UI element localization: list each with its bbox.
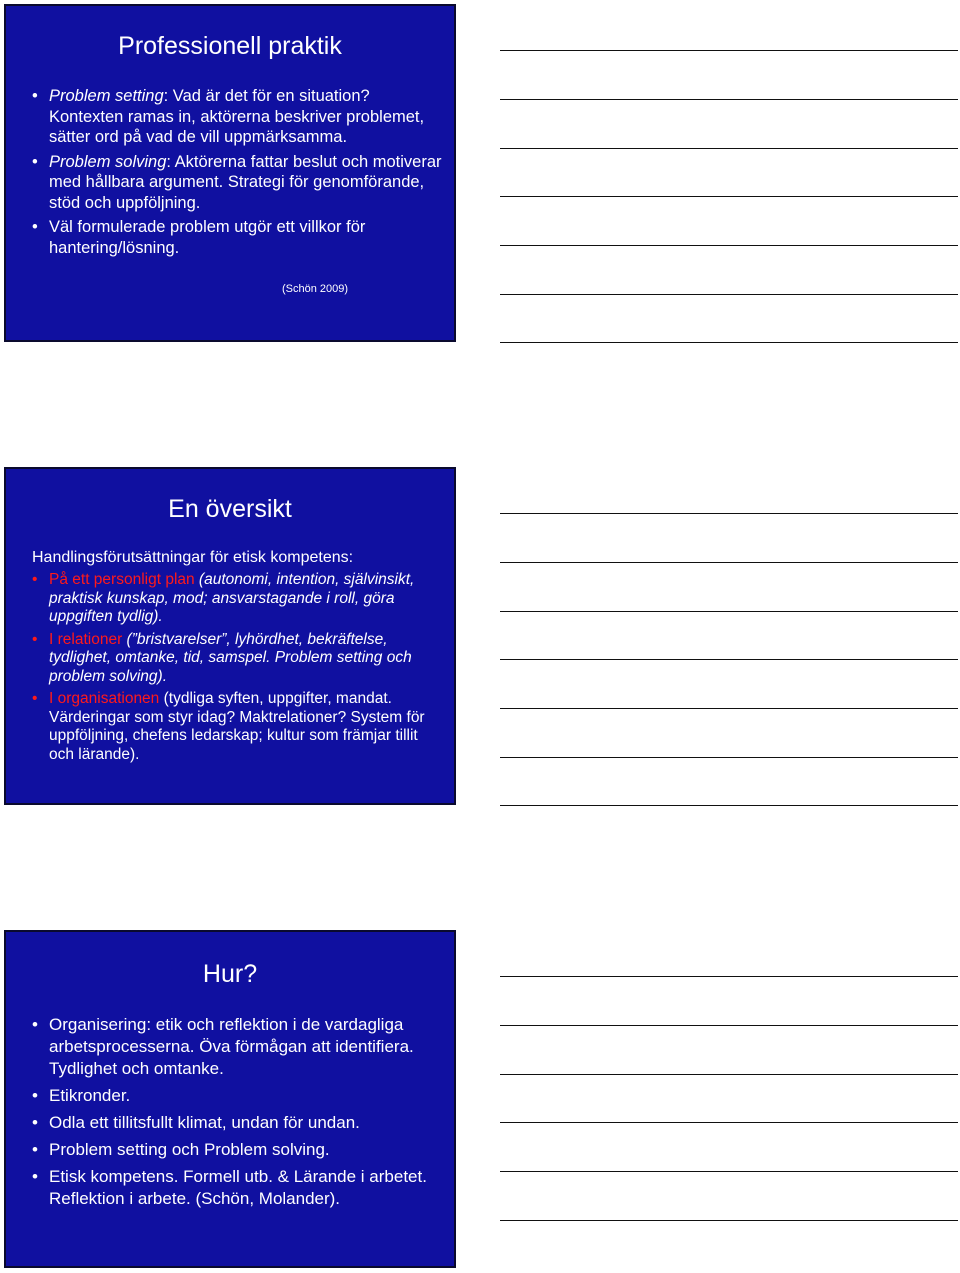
list-item — [32, 1112, 442, 1134]
note-line — [500, 50, 958, 51]
list-item — [32, 1014, 442, 1080]
note-line — [500, 611, 958, 612]
bullet-icon: • — [32, 571, 38, 588]
slide-professionell-praktik — [4, 4, 456, 342]
bullet-list — [32, 1014, 442, 1210]
note-line — [500, 99, 958, 100]
list-item — [32, 571, 442, 627]
bullet-text: Etisk kompetens. Formell utb. & Lärande i arbetet. Reflektion i arbete. (Schön, Molander). — [49, 1167, 427, 1208]
bullet-icon: • — [32, 1015, 38, 1034]
bullet-icon: • — [32, 690, 38, 707]
list-item — [32, 690, 442, 764]
term-italic: Problem solving — [49, 152, 167, 171]
bullet-icon: • — [32, 152, 38, 171]
bullet-icon: • — [32, 1086, 38, 1105]
note-line — [500, 1074, 958, 1075]
note-line — [500, 1122, 958, 1123]
slide-title: Hur? — [202, 960, 258, 988]
list-item — [32, 152, 442, 214]
bullet-icon: • — [32, 1140, 38, 1159]
bullet-text: Organisering: etik och reflektion i de vardagliga arbetsprocesserna. Öva förmågan att identifiera. Tydlighet och omtanke. — [49, 1015, 414, 1078]
bullet-text: : Aktörerna fattar beslut och motiverar med hållbara argument. Strategi för genomförande, stöd och uppföljning. — [49, 152, 442, 212]
bullet-text: Väl formulerade problem utgör ett villkor för hantering/lösning. — [49, 218, 366, 257]
bullet-icon: • — [32, 87, 38, 105]
citation: (Schön 2009) — [282, 283, 349, 295]
highlight-red: I organisationen — [49, 690, 160, 707]
highlight-red: I relationer — [49, 630, 123, 648]
note-line — [500, 708, 958, 709]
note-line — [500, 513, 958, 514]
note-line — [500, 245, 958, 246]
note-line — [500, 562, 958, 563]
note-line — [500, 1220, 958, 1221]
list-item — [32, 217, 442, 258]
bullet-icon: • — [32, 630, 38, 648]
note-line — [500, 1025, 958, 1026]
slide-title: En översikt — [168, 495, 292, 523]
note-line — [500, 148, 958, 149]
bullet-text: Etikronder. — [49, 1086, 131, 1105]
list-item — [32, 1139, 442, 1161]
note-line — [500, 659, 958, 660]
intro-text: Handlingsförutsättningar för etisk kompetens: — [32, 549, 354, 566]
list-item — [32, 631, 442, 687]
term-italic: Problem setting — [49, 87, 164, 105]
note-line — [500, 294, 958, 295]
list-item — [32, 86, 442, 148]
note-line — [500, 196, 958, 197]
note-line — [500, 1171, 958, 1172]
bullet-text: : Vad är det för en situation? Kontexten ramas in, aktörerna beskriver problemet, sätter ord på vad de vill uppmärksamma. — [49, 87, 425, 146]
list-item — [32, 1085, 442, 1107]
bullet-text: Odla ett tillitsfullt klimat, undan för undan. — [49, 1113, 360, 1132]
highlight-red: På ett personligt plan — [49, 571, 195, 588]
bullet-text-italic: (autonomi, intention, självinsikt, praktisk kunskap, mod; ansvarstagande i roll, göra uppgiften tydlig). — [49, 571, 415, 625]
bullet-text: Problem setting och Problem solving. — [49, 1140, 330, 1159]
note-line — [500, 805, 958, 806]
bullet-icon: • — [32, 218, 38, 236]
bullet-icon: • — [32, 1113, 38, 1132]
slide-title: Professionell praktik — [118, 32, 342, 60]
bullet-text-italic: (”bristvarelser”, lyhördhet, bekräftelse, tydlighet, omtanke, tid, samspel. Problem setting och problem solving). — [49, 630, 412, 685]
note-line — [500, 342, 958, 343]
list-item — [32, 1166, 442, 1210]
slide-hur — [4, 930, 456, 1268]
bullet-text: (tydliga syften, uppgifter, mandat. Värderingar som styr idag? Maktrelationer? System för uppföljning, chefens ledarskap; kultur som främjar tillit och lärande). — [49, 690, 425, 763]
note-line — [500, 976, 958, 977]
bullet-list — [32, 571, 442, 764]
slide-en-oversikt — [4, 467, 456, 805]
note-line — [500, 757, 958, 758]
bullet-icon: • — [32, 1167, 38, 1186]
bullet-list — [32, 86, 442, 258]
